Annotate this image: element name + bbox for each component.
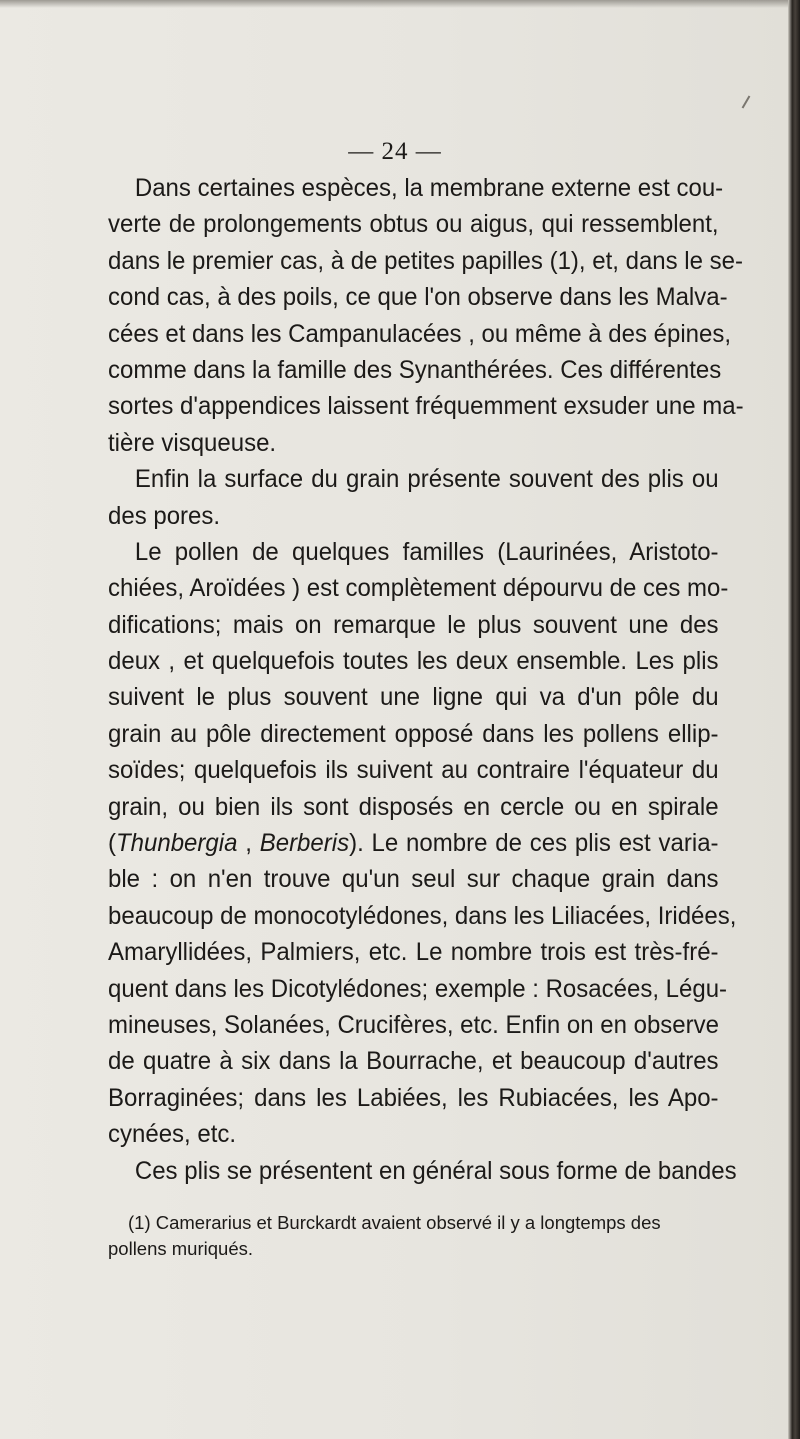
text-line: cées et dans les Campanulacées , ou même à des épines, bbox=[108, 319, 732, 348]
text-line: (Thunbergia , Berberis). Le nombre de ces plis est varia- bbox=[108, 829, 719, 858]
text-line: sortes d'appendices laissent fréquemment exsuder une ma- bbox=[108, 392, 744, 421]
text-line: difications; mais on remarque le plus souvent une des bbox=[108, 610, 719, 639]
body-text bbox=[108, 170, 744, 1189]
text-line: Amaryllidées, Palmiers, etc. Le nombre trois est très-fré- bbox=[108, 938, 719, 967]
text-line: tière visqueuse. bbox=[108, 428, 277, 457]
text-line: comme dans la famille des Synanthérées. Ces différentes bbox=[108, 355, 722, 384]
text-line: cynées, etc. bbox=[108, 1120, 237, 1149]
text-line: grain, ou bien ils sont disposés en cercle ou en spirale bbox=[108, 792, 719, 821]
text-line: beaucoup de monocotylédones, dans les Liliacées, Iridées, bbox=[108, 901, 737, 930]
text-line: chiées, Aroïdées ) est complètement dépourvu de ces mo- bbox=[108, 574, 729, 603]
text-line: verte de prolongements obtus ou aigus, qui ressemblent, bbox=[108, 210, 719, 239]
text-line: soïdes; quelquefois ils suivent au contraire l'équateur du bbox=[108, 756, 719, 785]
text-line: quent dans les Dicotylédones; exemple : Rosacées, Légu- bbox=[108, 974, 728, 1003]
text-line: cond cas, à des poils, ce que l'on observe dans les Malva- bbox=[108, 283, 728, 312]
text-line: des pores. bbox=[108, 501, 221, 530]
text-line: ble : on n'en trouve qu'un seul sur chaque grain dans bbox=[108, 865, 719, 894]
book-spine-edge bbox=[788, 0, 800, 1439]
text-line: Le pollen de quelques familles (Laurinées, Aristoto- bbox=[134, 537, 719, 566]
ink-mark bbox=[742, 95, 751, 108]
footnote bbox=[108, 1210, 768, 1262]
text-line: grain au pôle directement opposé dans les pollens ellip- bbox=[108, 719, 719, 748]
footnote-line: pollens muriqués. bbox=[108, 1238, 253, 1259]
text-line: Ces plis se présentent en général sous forme de bandes bbox=[134, 1156, 737, 1185]
page-top-shadow bbox=[0, 0, 790, 8]
text-line: Dans certaines espèces, la membrane externe est cou- bbox=[134, 174, 724, 202]
text-line: de quatre à six dans la Bourrache, et beaucoup d'autres bbox=[108, 1047, 719, 1076]
text-line: Borraginées; dans les Labiées, les Rubiacées, les Apo- bbox=[108, 1083, 719, 1112]
footnote-line: (1) Camerarius et Burckardt avaient observé il y a longtemps des bbox=[128, 1212, 661, 1233]
text-line: deux , et quelquefois toutes les deux ensemble. Les plis bbox=[108, 647, 719, 676]
text-line: Enfin la surface du grain présente souvent des plis ou bbox=[134, 465, 719, 494]
text-line: mineuses, Solanées, Crucifères, etc. Enfin on en observe bbox=[108, 1010, 719, 1039]
text-line: dans le premier cas, à de petites papilles (1), et, dans le se- bbox=[108, 246, 743, 275]
text-line: suivent le plus souvent une ligne qui va d'un pôle du bbox=[108, 683, 719, 712]
page-number: — 24 — bbox=[348, 138, 442, 165]
